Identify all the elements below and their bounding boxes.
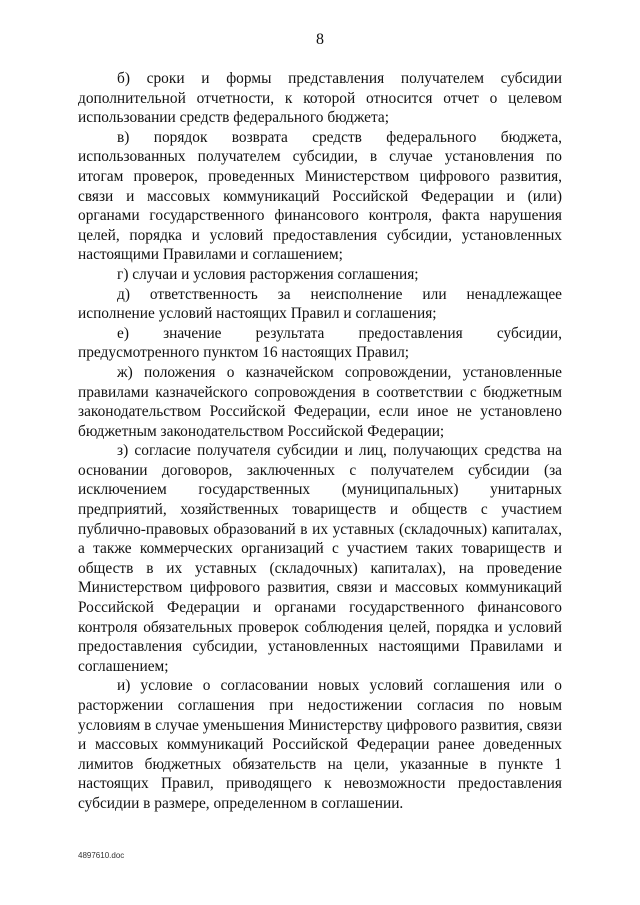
paragraph-b: б) сроки и формы представления получателем субсидии дополнительной отчетности, к которой относится отчет о целевом использовании средств федерального бюджета; bbox=[78, 70, 562, 127]
document-footer-filename: 4897610.doc bbox=[78, 851, 125, 860]
paragraph-e: е) значение результата предоставления субсидии, предусмотренного пунктом 16 настоящих Правил; bbox=[78, 324, 562, 362]
document-body bbox=[78, 69, 562, 814]
page-number: 8 bbox=[316, 31, 324, 48]
paragraph-d: д) ответственность за неисполнение или ненадлежащее исполнение условий настоящих Правил и соглашения; bbox=[78, 285, 562, 323]
paragraph-z: з) согласие получателя субсидии и лиц, получающих средства на основании договоров, заключенных с получателем субсидии (за исключением государственных (муниципальных) унитарных предприятий, хозяйственных товариществ и обществ с участием публично-правовых образований в их уставных (складочных) капиталах, а также коммерческих организаций с участием таких товариществ и обществ в их уставных (складочных) капиталах), на проведение Министерством цифрового развития, связи и массовых коммуникаций Российской Федерации и органами государственного финансового контроля обязательных проверок соблюдения целей, порядка и условий предоставления субсидии, установленных настоящими Правилами и соглашением; bbox=[78, 442, 562, 675]
paragraph-i: и) условие о согласовании новых условий соглашения или о расторжении соглашения при недостижении согласия по новым условиям в случае уменьшения Министерству цифрового развития, связи и массовых коммуникаций Российской Федерации ранее доведенных лимитов бюджетных обязательств на цели, указанные в пункте 1 настоящих Правил, приводящего к невозможности предоставления субсидии в размере, определенном в соглашении. bbox=[78, 677, 562, 812]
paragraph-g: г) случаи и условия расторжения соглашения; bbox=[117, 265, 419, 283]
paragraph-zh: ж) положения о казначейском сопровождении, установленные правилами казначейского сопровождения в соответствии с бюджетным законодательством Российской Федерации, если иное не установлено бюджетным законодательством Российской Федерации; bbox=[78, 363, 562, 440]
paragraph-v: в) порядок возврата средств федерального бюджета, использованных получателем субсидии, в случае установления по итогам проверок, проведенных Министерством цифрового развития, связи и массовых коммуникаций Российской Федерации и (или) органами государственного финансового контроля, факта нарушения целей, порядка и условий предоставления субсидии, установленных настоящими Правилами и соглашением; bbox=[78, 128, 562, 264]
